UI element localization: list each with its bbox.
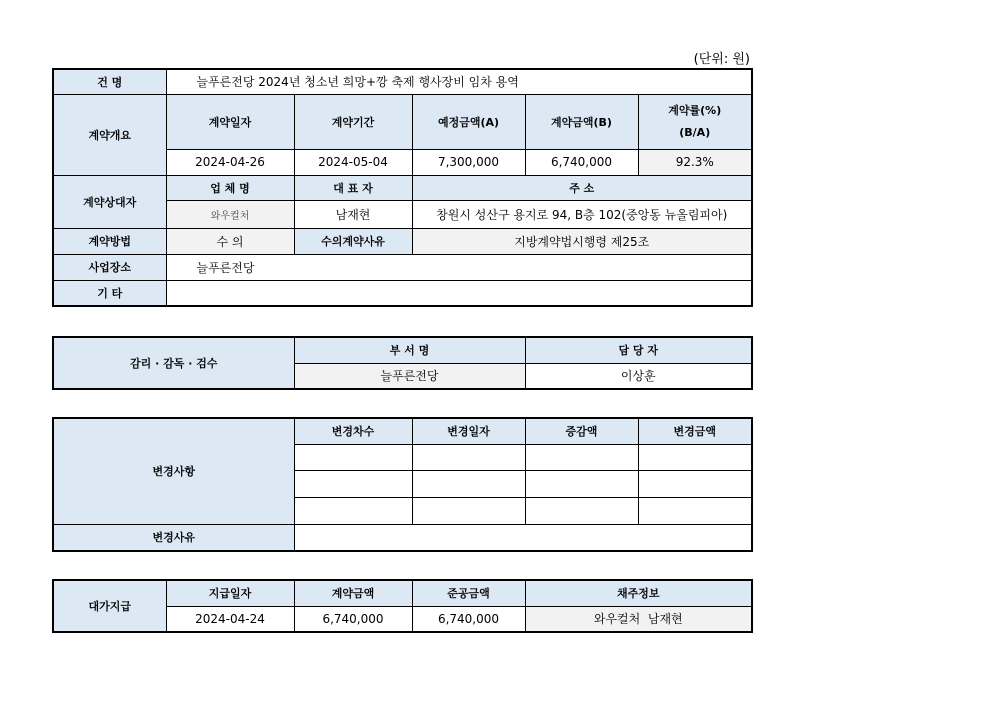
col-address: 주 소 (412, 175, 752, 200)
creditor-info: 와우컬처 남재현 (525, 606, 752, 632)
change-reason-label: 변경사유 (53, 524, 294, 551)
estimate-amount: 7,300,000 (412, 149, 525, 175)
col-change-seq: 변경차수 (294, 418, 412, 444)
col-change-amount: 변경금액 (638, 418, 752, 444)
col-change-date: 변경일자 (412, 418, 525, 444)
company-address: 창원시 성산구 용지로 94, B층 102(중앙동 뉴올림피아) (412, 200, 752, 228)
contract-table (52, 68, 753, 307)
representative-name: 남재현 (294, 200, 412, 228)
party-label: 계약상대자 (53, 175, 166, 228)
col-contract-period: 계약기간 (294, 94, 412, 149)
col-contract-rate (638, 94, 752, 149)
payment-date: 2024-04-24 (166, 606, 294, 632)
unit-label: (단위: 원) (693, 52, 750, 67)
contract-title: 늘푸른전당 2024년 청소년 희망+깡 축제 행사장비 임차 용역 (166, 69, 752, 94)
method-label: 계약방법 (53, 228, 166, 254)
payment-completion-amount: 6,740,000 (412, 606, 525, 632)
col-representative: 대 표 자 (294, 175, 412, 200)
contract-rate: 92.3% (638, 149, 752, 175)
col-contract-rate-line1: 계약률(%) (668, 103, 722, 117)
payment-contract-amount: 6,740,000 (294, 606, 412, 632)
etc-value (166, 280, 752, 306)
business-place: 늘푸른전당 (166, 254, 752, 280)
col-department: 부 서 명 (294, 337, 525, 363)
changes-label: 변경사항 (53, 418, 294, 524)
manager-name: 이상훈 (525, 363, 752, 389)
contract-method: 수 의 (166, 228, 294, 254)
contract-reason: 지방계약법시행령 제25조 (412, 228, 752, 254)
reason-label: 수의계약사유 (294, 228, 412, 254)
supervision-table (52, 336, 753, 390)
payment-table (52, 579, 753, 633)
col-payment-contract: 계약금액 (294, 580, 412, 606)
changes-table (52, 417, 753, 552)
col-change-delta: 증감액 (525, 418, 638, 444)
company-name: 와우컬처 (166, 200, 294, 228)
col-contract-date: 계약일자 (166, 94, 294, 149)
contract-date: 2024-04-26 (166, 149, 294, 175)
col-company: 업 체 명 (166, 175, 294, 200)
payment-label: 대가지급 (53, 580, 166, 632)
place-label: 사업장소 (53, 254, 166, 280)
department-name: 늘푸른전당 (294, 363, 525, 389)
supervision-label: 감리 · 감독 · 검수 (53, 337, 294, 389)
overview-label: 계약개요 (53, 94, 166, 175)
col-manager: 담 당 자 (525, 337, 752, 363)
col-contract-amount: 계약금액(B) (525, 94, 638, 149)
col-contract-rate-line2: (B/A) (679, 125, 711, 139)
etc-label: 기 타 (53, 280, 166, 306)
col-payment-completion: 준공금액 (412, 580, 525, 606)
col-creditor: 채주정보 (525, 580, 752, 606)
contract-amount: 6,740,000 (525, 149, 638, 175)
change-reason (294, 524, 752, 551)
contract-period: 2024-05-04 (294, 149, 412, 175)
col-payment-date: 지급일자 (166, 580, 294, 606)
col-estimate-amount: 예정금액(A) (412, 94, 525, 149)
title-label: 건 명 (53, 69, 166, 94)
